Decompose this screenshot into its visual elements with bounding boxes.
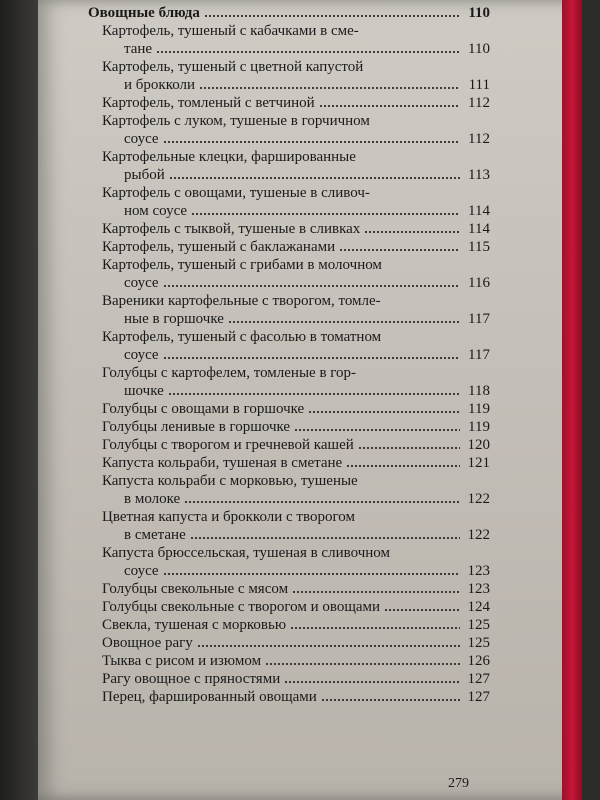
entry-title-line: соусе bbox=[124, 347, 159, 363]
entry-last-row bbox=[88, 202, 490, 220]
entry-page-number: 117 bbox=[468, 311, 490, 327]
section-header bbox=[88, 4, 490, 22]
entry-last-row bbox=[88, 598, 490, 616]
dot-leader bbox=[346, 464, 460, 468]
toc-entry bbox=[88, 508, 490, 544]
entry-title-line: Картофель с овощами, тушеные в сливоч- bbox=[102, 185, 370, 201]
toc-entry bbox=[88, 292, 490, 328]
toc-entry bbox=[88, 238, 490, 256]
entry-last-row bbox=[88, 76, 490, 94]
toc-entry bbox=[88, 544, 490, 580]
dot-leader bbox=[199, 86, 460, 90]
dot-leader bbox=[358, 446, 460, 450]
entry-last-row bbox=[88, 526, 490, 544]
entry-last-row bbox=[88, 130, 490, 148]
dot-leader bbox=[265, 662, 460, 666]
entry-page-number: 117 bbox=[468, 347, 490, 363]
entry-title-line: рыбой bbox=[124, 167, 165, 183]
entry-page-number: 112 bbox=[468, 95, 490, 111]
entry-title-line: Голубцы свекольные с мясом bbox=[102, 581, 289, 597]
page-number-footer: 279 bbox=[448, 776, 469, 791]
entry-last-row bbox=[88, 634, 490, 652]
entry-title-line: ном соусе bbox=[124, 203, 188, 219]
dot-leader bbox=[292, 590, 460, 594]
entry-page-number: 121 bbox=[467, 455, 490, 471]
entry-title-line: Картофельные клецки, фаршированные bbox=[102, 149, 356, 165]
entry-last-row bbox=[88, 436, 490, 454]
entry-title-line: шочке bbox=[124, 383, 164, 399]
entry-title-line: Тыква с рисом и изюмом bbox=[102, 653, 262, 669]
entry-title-line: Капуста кольраби с морковью, тушеные bbox=[102, 473, 358, 489]
entry-page-number: 120 bbox=[467, 437, 490, 453]
entry-last-row bbox=[88, 382, 490, 400]
entry-page-number: 119 bbox=[468, 419, 490, 435]
entry-title-line: Картофель, тушеный с баклажанами bbox=[102, 239, 336, 255]
entry-page-number: 125 bbox=[467, 635, 490, 651]
toc-entry bbox=[88, 94, 490, 112]
entry-page-number: 116 bbox=[468, 275, 490, 291]
dot-leader bbox=[384, 608, 460, 612]
entry-page-number: 122 bbox=[467, 527, 490, 543]
entry-last-row bbox=[88, 670, 490, 688]
toc-entry bbox=[88, 22, 490, 58]
entry-page-number: 127 bbox=[467, 689, 490, 705]
dot-leader bbox=[156, 50, 460, 54]
entry-page-number: 122 bbox=[467, 491, 490, 507]
entry-title-line: Овощное рагу bbox=[102, 635, 193, 651]
entry-title-line: Картофель, тушеный с кабачками в сме- bbox=[102, 23, 359, 39]
entry-page-number: 123 bbox=[467, 581, 490, 597]
toc-entry bbox=[88, 688, 490, 706]
dot-leader bbox=[163, 284, 460, 288]
toc-entry bbox=[88, 184, 490, 220]
entry-last-row bbox=[88, 616, 490, 634]
entry-title-line: Капуста брюссельская, тушеная в сливочном bbox=[102, 545, 390, 561]
entry-last-row bbox=[88, 400, 490, 418]
dot-leader bbox=[204, 14, 460, 18]
dot-leader bbox=[163, 140, 460, 144]
dot-leader bbox=[163, 356, 460, 360]
entry-title-line: и брокколи bbox=[124, 77, 196, 93]
section-title: Овощные блюда bbox=[88, 5, 200, 21]
toc-entry bbox=[88, 364, 490, 400]
entry-title-line: тане bbox=[124, 41, 153, 57]
entry-page-number: 126 bbox=[467, 653, 490, 669]
entry-last-row bbox=[88, 580, 490, 598]
dot-leader bbox=[308, 410, 460, 414]
toc-entry bbox=[88, 598, 490, 616]
entry-title-line: ные в горшочке bbox=[124, 311, 224, 327]
entry-last-row bbox=[88, 166, 490, 184]
entry-title-line: Рагу овощное с пряностями bbox=[102, 671, 281, 687]
entry-page-number: 124 bbox=[467, 599, 490, 615]
entry-title-line: в сметане bbox=[124, 527, 186, 543]
entry-title-line: Картофель, тушеный с фасолью в томатном bbox=[102, 329, 382, 345]
dot-leader bbox=[321, 698, 460, 702]
entry-page-number: 118 bbox=[468, 383, 490, 399]
section-page-number: 110 bbox=[468, 5, 490, 21]
entry-page-number: 110 bbox=[468, 41, 490, 57]
toc-entry bbox=[88, 652, 490, 670]
toc-entry bbox=[88, 472, 490, 508]
table-of-contents bbox=[88, 4, 490, 706]
toc-entry bbox=[88, 580, 490, 598]
entry-last-row bbox=[88, 652, 490, 670]
entry-last-row bbox=[88, 310, 490, 328]
dot-leader bbox=[191, 212, 460, 216]
entry-page-number: 123 bbox=[467, 563, 490, 579]
dot-leader bbox=[169, 176, 460, 180]
entry-title-line: Картофель, тушеный с цветной капустой bbox=[102, 59, 364, 75]
dot-leader bbox=[364, 230, 460, 234]
toc-entry bbox=[88, 418, 490, 436]
entry-title-line: Голубцы свекольные с творогом и овощами bbox=[102, 599, 381, 615]
toc-entry bbox=[88, 454, 490, 472]
entry-title-line: Картофель с луком, тушеные в горчичном bbox=[102, 113, 370, 129]
toc-entry bbox=[88, 400, 490, 418]
entry-title-line: соусе bbox=[124, 131, 159, 147]
toc-entry bbox=[88, 256, 490, 292]
entry-page-number: 119 bbox=[468, 401, 490, 417]
entry-title-line: Голубцы с картофелем, томленые в гор- bbox=[102, 365, 357, 381]
dot-leader bbox=[190, 536, 460, 540]
entry-title-line: Голубцы ленивые в горшочке bbox=[102, 419, 291, 435]
entry-title-line: Картофель, томленый с ветчиной bbox=[102, 95, 315, 111]
entry-title-line: Капуста кольраби, тушеная в сметане bbox=[102, 455, 343, 471]
toc-entry bbox=[88, 670, 490, 688]
entry-page-number: 114 bbox=[468, 203, 490, 219]
entry-last-row bbox=[88, 220, 490, 238]
dot-leader bbox=[290, 626, 460, 630]
dot-leader bbox=[228, 320, 460, 324]
toc-entry bbox=[88, 616, 490, 634]
dot-leader bbox=[319, 104, 460, 108]
entry-page-number: 115 bbox=[468, 239, 490, 255]
entry-last-row bbox=[88, 490, 490, 508]
entry-last-row bbox=[88, 40, 490, 58]
toc-entries bbox=[88, 22, 490, 706]
entry-last-row bbox=[88, 688, 490, 706]
dot-leader bbox=[168, 392, 460, 396]
entry-title-line: Голубцы с творогом и гречневой кашей bbox=[102, 437, 354, 453]
dot-leader bbox=[284, 680, 460, 684]
entry-page-number: 114 bbox=[468, 221, 490, 237]
toc-entry bbox=[88, 58, 490, 94]
entry-title-line: в молоке bbox=[124, 491, 181, 507]
toc-entry bbox=[88, 328, 490, 364]
entry-page-number: 113 bbox=[468, 167, 490, 183]
toc-entry bbox=[88, 220, 490, 238]
entry-last-row bbox=[88, 418, 490, 436]
entry-last-row bbox=[88, 94, 490, 112]
entry-last-row bbox=[88, 562, 490, 580]
entry-last-row bbox=[88, 274, 490, 292]
entry-last-row bbox=[88, 454, 490, 472]
dot-leader bbox=[339, 248, 460, 252]
entry-page-number: 125 bbox=[467, 617, 490, 633]
toc-entry bbox=[88, 436, 490, 454]
dot-leader bbox=[184, 500, 460, 504]
toc-entry bbox=[88, 634, 490, 652]
dot-leader bbox=[294, 428, 460, 432]
entry-title-line: Картофель с тыквой, тушеные в сливках bbox=[102, 221, 361, 237]
toc-entry bbox=[88, 148, 490, 184]
toc-entry bbox=[88, 112, 490, 148]
entry-title-line: соусе bbox=[124, 275, 159, 291]
dot-leader bbox=[163, 572, 460, 576]
entry-title-line: Голубцы с овощами в горшочке bbox=[102, 401, 305, 417]
entry-page-number: 111 bbox=[468, 77, 490, 93]
entry-title-line: Картофель, тушеный с грибами в молочном bbox=[102, 257, 382, 273]
entry-title-line: Цветная капуста и брокколи с творогом bbox=[102, 509, 355, 525]
dot-leader bbox=[197, 644, 460, 648]
entry-title-line: Вареники картофельные с творогом, томле- bbox=[102, 293, 381, 309]
entry-title-line: соусе bbox=[124, 563, 159, 579]
entry-last-row bbox=[88, 238, 490, 256]
entry-title-line: Свекла, тушеная с морковью bbox=[102, 617, 287, 633]
page-edge-red bbox=[562, 0, 582, 800]
entry-page-number: 127 bbox=[467, 671, 490, 687]
entry-last-row bbox=[88, 346, 490, 364]
entry-page-number: 112 bbox=[468, 131, 490, 147]
entry-title-line: Перец, фаршированный овощами bbox=[102, 689, 317, 705]
